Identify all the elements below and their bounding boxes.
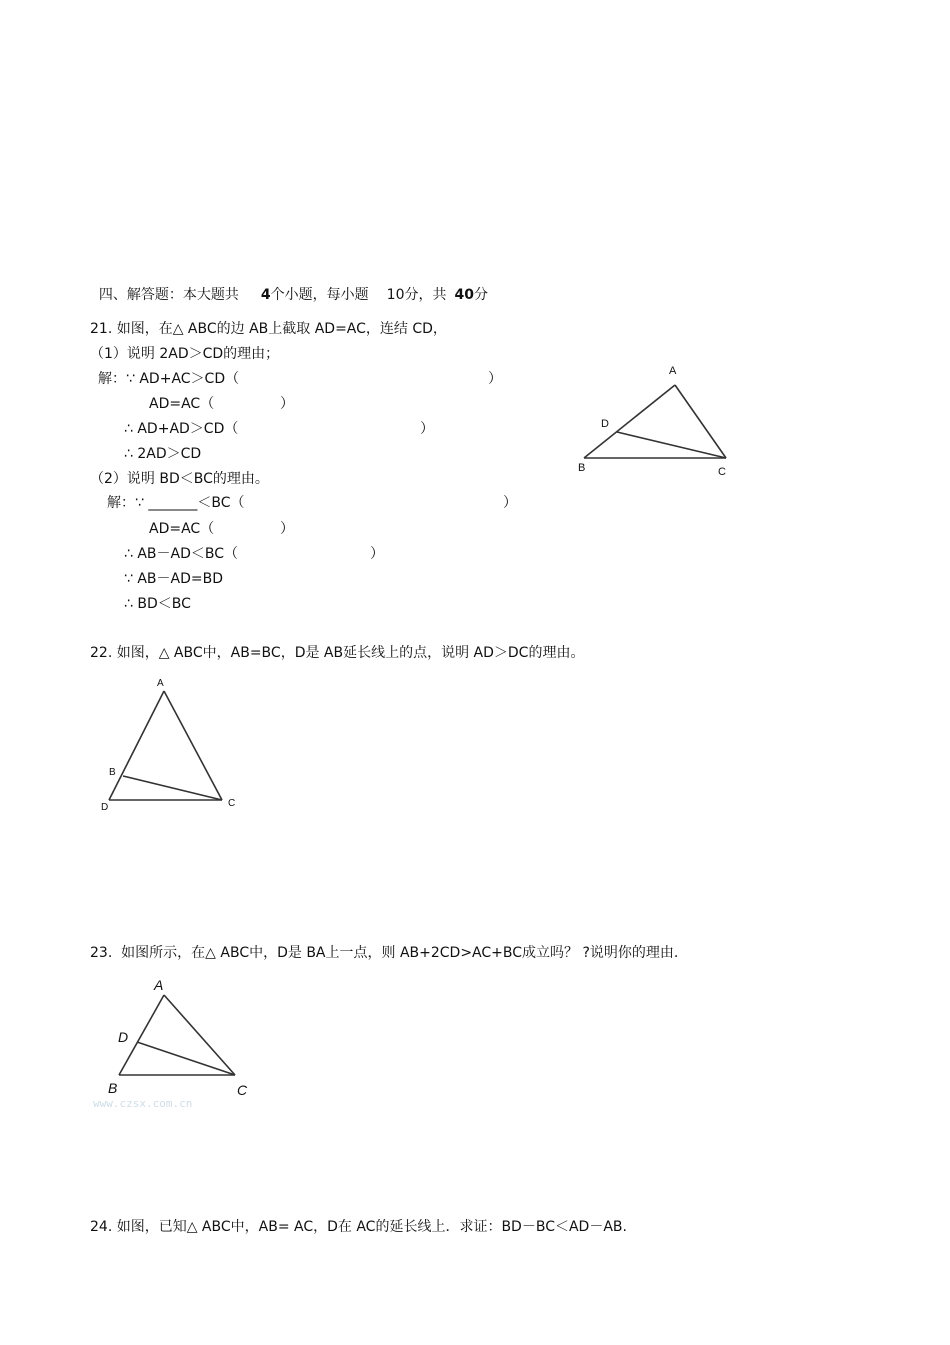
section-suffix: 分	[473, 287, 488, 303]
q21-label-B: B	[578, 462, 586, 474]
q22-label-C: C	[228, 798, 236, 809]
section-header	[90, 268, 488, 304]
q22-label-D: D	[101, 802, 109, 813]
section-total: 40	[454, 287, 474, 303]
q21-p2-line3: ∴ AB－AD＜BC（	[124, 546, 239, 562]
q21-label-A: A	[669, 365, 677, 377]
q21-label-C: C	[718, 466, 726, 478]
q22-triangle-figure	[95, 672, 245, 817]
section-mid: 个小题，每小题	[270, 287, 369, 303]
q21-p2-line2: AD=AC（	[149, 521, 215, 537]
q21-p1-line1: 解：∵ AD+AC＞CD（	[98, 371, 240, 387]
q23-label-A: A	[154, 977, 164, 993]
q24-stem: 24. 如图，已知△ ABC中，AB= AC，D在 AC的延长线上．求证：BD－BC＜AD－AB.	[90, 1219, 627, 1235]
q21-p2-line1-close: ）	[503, 495, 517, 511]
q21-p1-line4: ∴ 2AD＞CD	[124, 446, 202, 462]
section-points-each: 10	[386, 287, 405, 303]
q21-part1: （1）说明 2AD＞CD的理由；	[90, 346, 280, 362]
q23-watermark: www.czsx.com.cn	[93, 1097, 193, 1110]
q23-stem: 23. 如图所示，在△ ABC中，D是 BA上一点，则 AB+2CD>AC+BC成立吗？ ?说明你的理由.	[90, 945, 679, 961]
q22-stem: 22. 如图，△ ABC中，AB=BC，D是 AB延长线上的点，说明 AD＞DC的理由。	[90, 645, 585, 661]
q21-label-D: D	[601, 418, 609, 430]
q21-p2-line2-close: ）	[280, 521, 294, 537]
q23-label-D: D	[118, 1029, 129, 1045]
q21-p1-line1-close: ）	[488, 371, 502, 387]
q21-p2-line5: ∴ BD＜BC	[124, 596, 191, 612]
q23-label-C: C	[237, 1082, 248, 1098]
q21-p1-line3: ∴ AD+AD＞CD（	[124, 421, 239, 437]
section-mid2: 分，共	[404, 287, 447, 303]
q21-stem: 21. 如图，在△ ABC的边 AB上截取 AD=AC，连结 CD，	[90, 321, 447, 337]
q21-p2-line4: ∵ AB－AD=BD	[124, 571, 224, 587]
q22-segment-BC	[123, 776, 222, 800]
q21-part2: （2）说明 BD＜BC的理由。	[90, 471, 269, 487]
q21-p2-line1: 解：∵ _______＜BC（	[107, 495, 245, 511]
q23-triangle-figure	[100, 975, 260, 1100]
q22-label-A: A	[157, 678, 164, 689]
q21-p1-line2: AD=AC（	[149, 396, 215, 412]
q21-p2-line3-close: ）	[370, 546, 384, 562]
q23-label-B: B	[108, 1080, 118, 1096]
section-count: 4	[260, 287, 271, 303]
q21-side-AB	[584, 385, 675, 458]
q21-p1-line2-close: ）	[280, 396, 294, 412]
q21-triangle-figure	[570, 360, 740, 485]
section-prefix: 四、解答题：本大题共	[98, 287, 239, 303]
q22-label-B: B	[109, 767, 116, 778]
q21-p1-line3-close: ）	[420, 421, 434, 437]
q22-side-AC	[164, 691, 222, 800]
